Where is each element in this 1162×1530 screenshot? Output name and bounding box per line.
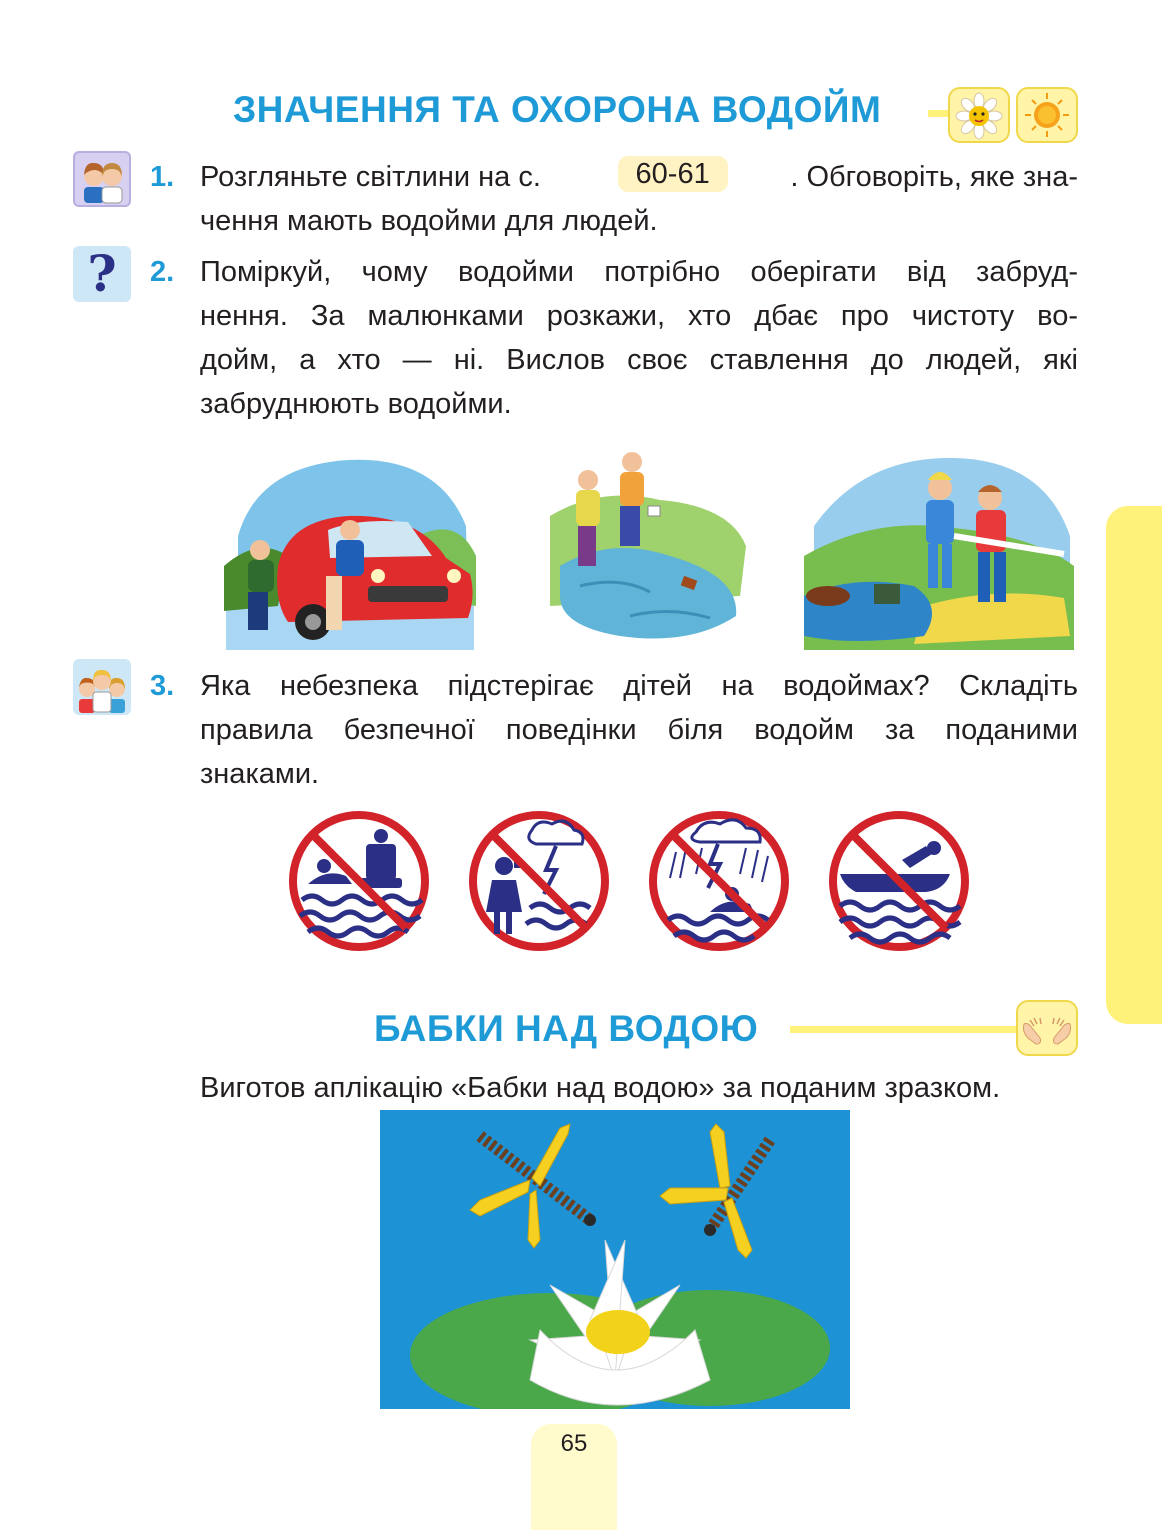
task-2-line-1: Поміркуй, чому водойми потрібно оберігати від забруд- xyxy=(200,256,1078,288)
section-title-water-bodies: ЗНАЧЕННЯ ТА ОХОРОНА ВОДОЙМ xyxy=(233,89,882,130)
pond-cleaning-illustration xyxy=(794,446,1078,650)
hands-icon xyxy=(1018,1002,1076,1054)
question-icon-box xyxy=(73,246,131,302)
car-washing-illustration xyxy=(218,446,480,650)
question-mark-icon: ? xyxy=(87,246,117,302)
task-2-line-3: дойм, а хто — ні. Вислов своє ставлення до людей, які xyxy=(200,344,1078,376)
page-ref: 60-61 xyxy=(618,156,728,192)
section-title-dragonflies: БАБКИ НАД ВОДОЮ xyxy=(374,1008,759,1049)
task-2-line-4: забруднюють водойми. xyxy=(200,388,512,420)
sun-badge xyxy=(1016,87,1078,143)
task-3-line-2: правила безпечної поведінки біля водойм за поданими xyxy=(200,714,1078,746)
no-swimming-past-buoy-sign xyxy=(286,808,432,954)
chamomile-icon xyxy=(950,89,1008,141)
no-phone-in-thunderstorm-sign xyxy=(466,808,612,954)
hands-badge xyxy=(1016,1000,1078,1056)
task-3-line-1: Яка небезпека підстерігає дітей на водоймах? Складіть xyxy=(200,670,1078,702)
no-swimming-in-storm-sign xyxy=(646,808,792,954)
side-tab xyxy=(1106,506,1162,1024)
craft-instruction: Виготов аплікацію «Бабки над водою» за поданим зразком. xyxy=(200,1072,1001,1104)
chamomile-badge xyxy=(948,87,1010,143)
task-1-line-2: чення мають водойми для людей. xyxy=(200,205,658,237)
pair-work-icon xyxy=(73,151,131,207)
heading-line-2 xyxy=(790,1026,1022,1033)
task-number-1: 1. xyxy=(150,161,175,193)
dragonfly-craft-photo xyxy=(380,1110,850,1409)
task-2-line-2: нення. За малюнками розкажи, хто дбає про чистоту во- xyxy=(200,300,1078,332)
task-1-line-1 xyxy=(200,155,1078,199)
sun-icon xyxy=(1018,89,1076,141)
group-work-icon xyxy=(73,659,131,715)
task-3-line-3: знаками. xyxy=(200,758,320,790)
task-number-3: 3. xyxy=(150,670,175,702)
task-1-text-after: . Обговоріть, яке зна- xyxy=(790,161,1078,193)
task-1-text-before: Розгляньте світлини на с. xyxy=(200,161,541,193)
task-number-2: 2. xyxy=(150,256,175,288)
page-number: 65 xyxy=(560,1430,588,1457)
pond-pollution-illustration xyxy=(540,446,754,650)
no-diving-from-boat-sign xyxy=(826,808,972,954)
